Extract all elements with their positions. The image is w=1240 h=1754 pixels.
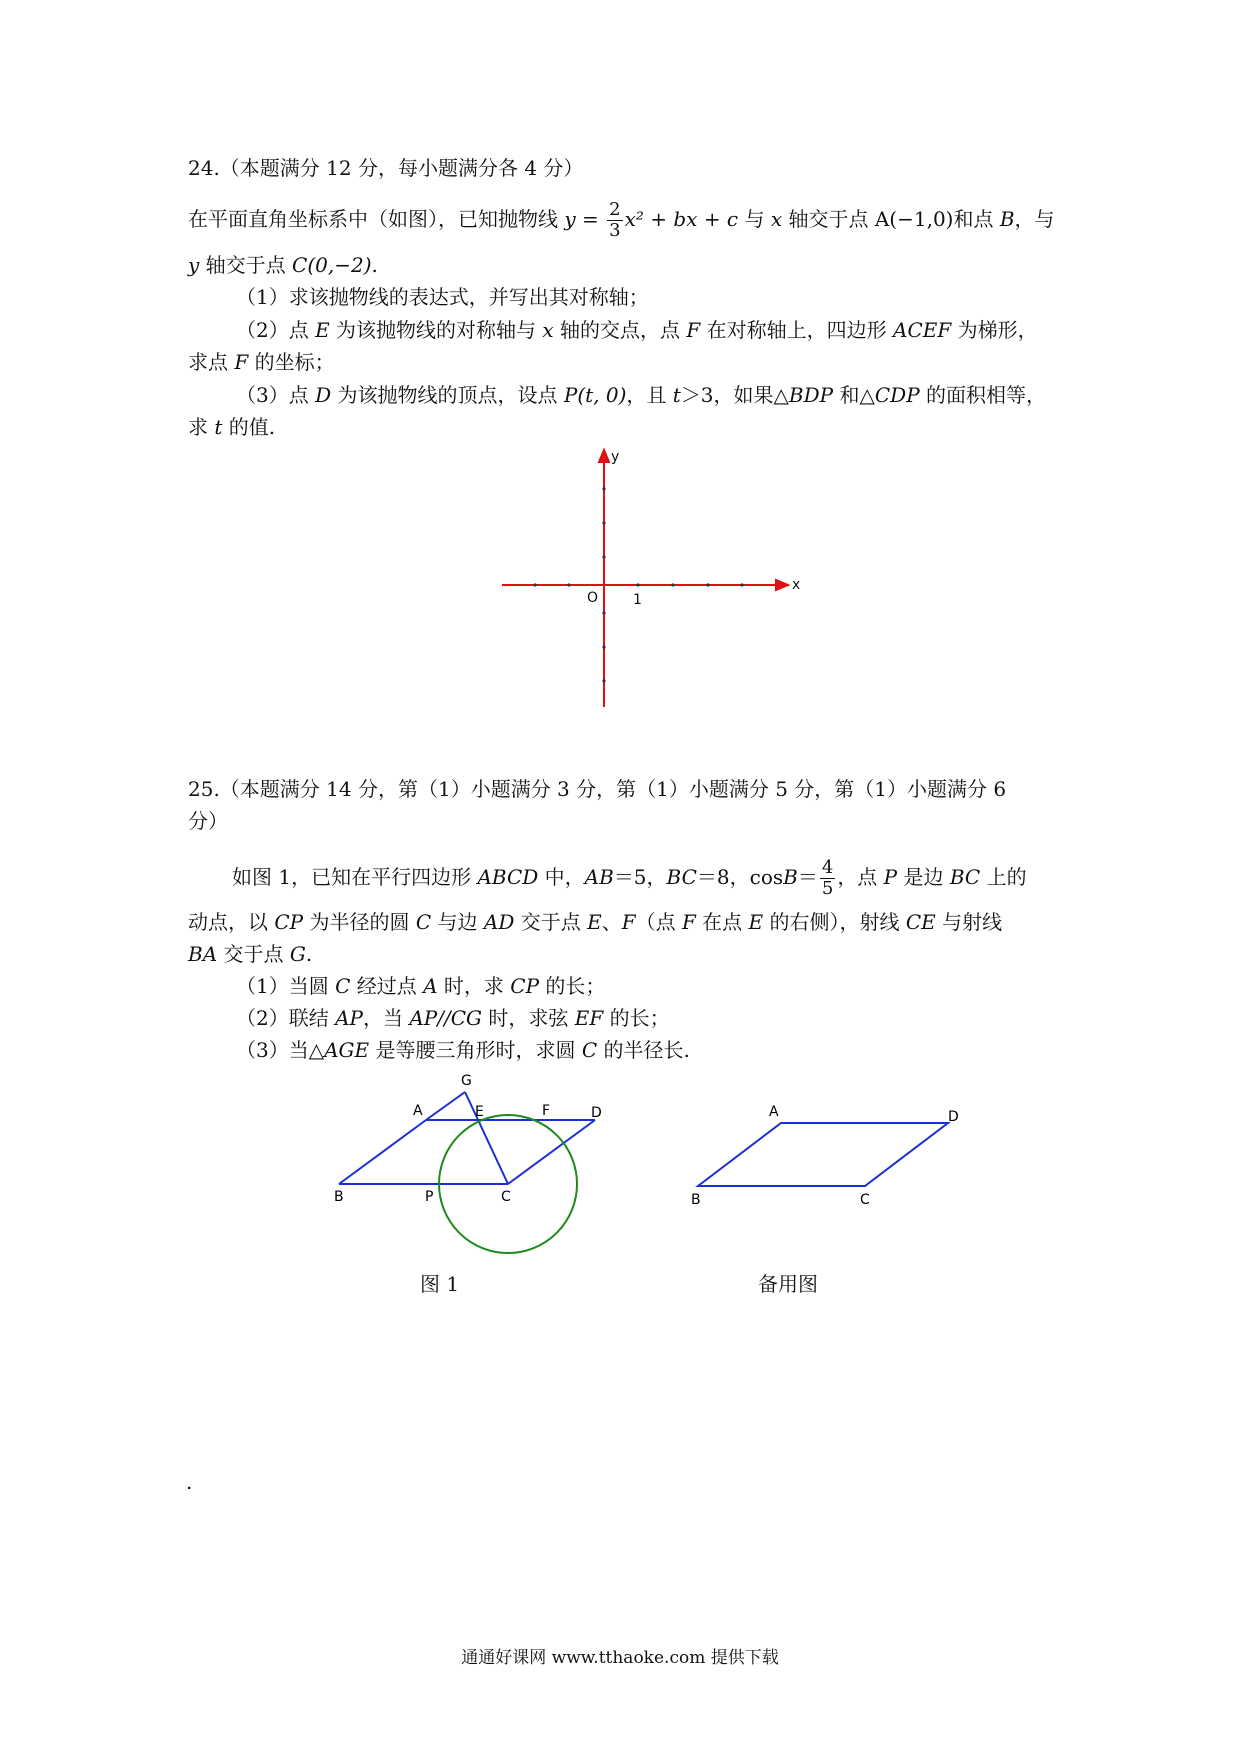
q24-l1-y: y	[564, 207, 576, 231]
x-axis-label: x	[792, 577, 801, 593]
q24-l2b: C(0,−2)	[292, 253, 372, 277]
q24-header: 24.（本题满分 12 分，每小题满分各 4 分）	[188, 156, 584, 180]
ray-CG	[465, 1092, 508, 1184]
q25-l1g: 是边	[897, 865, 950, 889]
q25-l1-B: B	[783, 865, 798, 889]
label-D: D	[591, 1105, 602, 1121]
q25-l2g: 在点	[695, 910, 749, 934]
q25-l3-BA: BA	[188, 942, 218, 966]
q24-line2	[188, 253, 378, 277]
backup-label-A: A	[769, 1104, 779, 1120]
q24-p3d: ＞3，如果△	[680, 383, 789, 407]
q24-part2	[236, 318, 1038, 342]
q25-l2-AD: AD	[483, 910, 515, 934]
label-G: G	[461, 1073, 472, 1089]
q25-p2b: ，当	[363, 1006, 410, 1030]
q25-p1-A: A	[423, 974, 438, 998]
q25-l1h: 上的	[980, 865, 1027, 889]
q25-l1c: ＝5，	[613, 865, 667, 889]
q25-l2-CP: CP	[274, 910, 304, 934]
y-axis-arrow	[599, 450, 609, 462]
q25-line1	[232, 858, 1027, 899]
q25-l2e: 、	[601, 910, 622, 934]
q25-l3-G: G	[289, 942, 306, 966]
q25-frac-den: 5	[821, 878, 834, 899]
q25-l1e: ＝	[797, 865, 818, 889]
q25-l2-E: E	[587, 910, 602, 934]
q24-p2e: 为梯形，	[951, 318, 1038, 342]
q25-p1-CP: CP	[510, 974, 540, 998]
q25-p2c: 时，求弦	[482, 1006, 575, 1030]
q25-frac-num: 4	[821, 857, 834, 878]
q24-p2f: 求点	[188, 350, 235, 374]
q24-p3-CDP: CDP	[874, 383, 920, 407]
label-P: P	[425, 1189, 434, 1205]
q25-l1d: ＝8，cos	[696, 865, 784, 889]
q25-l2c: 与边	[431, 910, 484, 934]
q25-p1b: 经过点	[350, 974, 424, 998]
q24-p2g: 的坐标；	[248, 350, 335, 374]
q25-l2-CE: CE	[905, 910, 936, 934]
label-C: C	[501, 1189, 511, 1205]
backup-label-D: D	[948, 1109, 959, 1125]
q24-p3-P: P(t, 0)	[563, 383, 627, 407]
label-B: B	[334, 1189, 344, 1205]
q24-l1g: ，与	[1014, 207, 1055, 231]
q25-l2-F: F	[621, 910, 636, 934]
line-BA	[339, 1120, 426, 1184]
ray-AG	[426, 1092, 465, 1120]
q24-part2-cont	[188, 350, 335, 374]
q24-l1b: x² + bx + c	[624, 207, 739, 231]
q25-p3a: （3）当△	[236, 1038, 325, 1062]
q24-p2-F: F	[686, 318, 701, 342]
label-E: E	[475, 1104, 484, 1120]
q25-l2h: 的右侧），射线	[763, 910, 906, 934]
figure-1	[325, 1065, 605, 1255]
q24-part1: （1）求该抛物线的表达式，并写出其对称轴；	[236, 285, 649, 309]
q25-l2-C: C	[415, 910, 432, 934]
q24-l1-B: B	[999, 207, 1015, 231]
figure-backup	[680, 1095, 970, 1215]
q25-fraction	[820, 858, 835, 899]
q24-p3b: 为该抛物线的顶点，设点	[331, 383, 564, 407]
q25-l1f: ，点	[837, 865, 884, 889]
q25-l3b: .	[305, 942, 313, 966]
y-axis-label: y	[611, 449, 620, 465]
q25-part2	[236, 1006, 670, 1030]
q24-p2-ACEF: ACEF	[893, 318, 952, 342]
q25-l1-ABCD: ABCD	[477, 865, 539, 889]
q24-l1-eq: =	[575, 207, 606, 231]
q25-p2a: （2）联结	[236, 1006, 336, 1030]
q24-p2d: 在对称轴上，四边形	[700, 318, 894, 342]
q25-l2-F2: F	[681, 910, 696, 934]
q24-p2-x: x	[542, 318, 554, 342]
q25-l1-P: P	[883, 865, 898, 889]
q24-p2-F2: F	[234, 350, 249, 374]
q24-p3-t: t	[672, 383, 681, 407]
stray-dot: .	[186, 1470, 193, 1494]
figure-backup-caption: 备用图	[758, 1272, 818, 1296]
q24-p2c: 轴的交点，点	[553, 318, 687, 342]
q24-p3-t2: t	[214, 415, 223, 439]
q24-fraction	[607, 200, 622, 241]
q24-p3-D: D	[315, 383, 332, 407]
x-axis-arrow	[776, 580, 788, 590]
q24-p3g: 求	[188, 415, 215, 439]
q25-p3-C: C	[581, 1038, 598, 1062]
q24-l1a: 在平面直角坐标系中（如图），已知抛物线	[188, 207, 565, 231]
q25-p2d: 的长；	[603, 1006, 670, 1030]
q25-l1b: 中，	[538, 865, 585, 889]
q25-p3-AGE: AGE	[324, 1038, 370, 1062]
q25-part3	[236, 1038, 690, 1062]
q24-l1f: 和点	[953, 207, 1000, 231]
q25-p1c: 时，求	[437, 974, 511, 998]
q24-p2b: 为该抛物线的对称轴与	[329, 318, 543, 342]
q25-p1-C: C	[335, 974, 351, 998]
q24-line1	[188, 200, 1055, 241]
q25-p2-EF: EF	[574, 1006, 604, 1030]
q25-l1-BC2: BC	[949, 865, 981, 889]
q24-l1d: 轴交于点	[782, 207, 875, 231]
q25-header-line1: 25.（本题满分 14 分，第（1）小题满分 3 分，第（1）小题满分 5 分，第（1）小题满分 6	[188, 777, 1007, 801]
q24-l2a: 轴交于点	[199, 253, 293, 277]
q24-l2c: .	[371, 253, 378, 277]
q24-p3f: 的面积相等，	[919, 383, 1047, 407]
q25-l2d: 交于点	[514, 910, 588, 934]
coordinate-axes-figure	[490, 445, 810, 710]
q25-part1	[236, 974, 605, 998]
label-F: F	[542, 1103, 551, 1119]
q24-frac-num: 2	[609, 199, 621, 220]
unit-label: 1	[633, 592, 642, 608]
q25-p2-par: AP//CG	[409, 1006, 483, 1030]
parallelogram-ABCD	[698, 1123, 948, 1186]
figure-1-caption: 图 1	[420, 1272, 460, 1296]
q24-p2-E: E	[315, 318, 330, 342]
q25-p3c: 的半径长.	[597, 1038, 690, 1062]
q25-l1-AB: AB	[584, 865, 614, 889]
q25-line2	[188, 910, 1002, 934]
q24-p3e: 和△	[833, 383, 875, 407]
q24-l1c: 与	[738, 207, 771, 231]
q24-l1e: A(−1,0)	[874, 207, 954, 231]
q25-l1-BC: BC	[666, 865, 697, 889]
q24-frac-den: 3	[609, 220, 621, 241]
q25-l3a: 交于点	[217, 942, 290, 966]
q25-header-line2: 分）	[188, 809, 228, 833]
q24-l2-y: y	[188, 253, 200, 277]
label-A: A	[413, 1103, 423, 1119]
q25-l2b: 为半径的圆	[303, 910, 416, 934]
q24-p2a: （2）点	[236, 318, 316, 342]
q25-p3b: 是等腰三角形时，求圆	[369, 1038, 582, 1062]
q24-p3h: 的值.	[222, 415, 276, 439]
q24-part3-cont	[188, 415, 275, 439]
q25-l1a: 如图 1，已知在平行四边形	[232, 865, 478, 889]
q24-p3-BDP: BDP	[788, 383, 834, 407]
q25-l2a: 动点，以	[188, 910, 275, 934]
q25-l2f: （点	[635, 910, 682, 934]
backup-label-C: C	[860, 1192, 870, 1208]
q25-p2-AP: AP	[335, 1006, 363, 1030]
q25-line3	[188, 942, 312, 966]
q25-p1a: （1）当圆	[236, 974, 336, 998]
origin-label: O	[587, 590, 599, 606]
q25-l2-E2: E	[748, 910, 764, 934]
q24-p3a: （3）点	[236, 383, 316, 407]
q25-l2i: 与射线	[935, 910, 1003, 934]
q24-l1-x: x	[770, 207, 783, 231]
footer-note: 通通好课网 www.tthaoke.com 提供下载	[461, 1648, 779, 1668]
q24-part3	[236, 383, 1046, 407]
backup-label-B: B	[691, 1192, 701, 1208]
q24-p3c: ，且	[626, 383, 673, 407]
q25-p1d: 的长；	[539, 974, 606, 998]
